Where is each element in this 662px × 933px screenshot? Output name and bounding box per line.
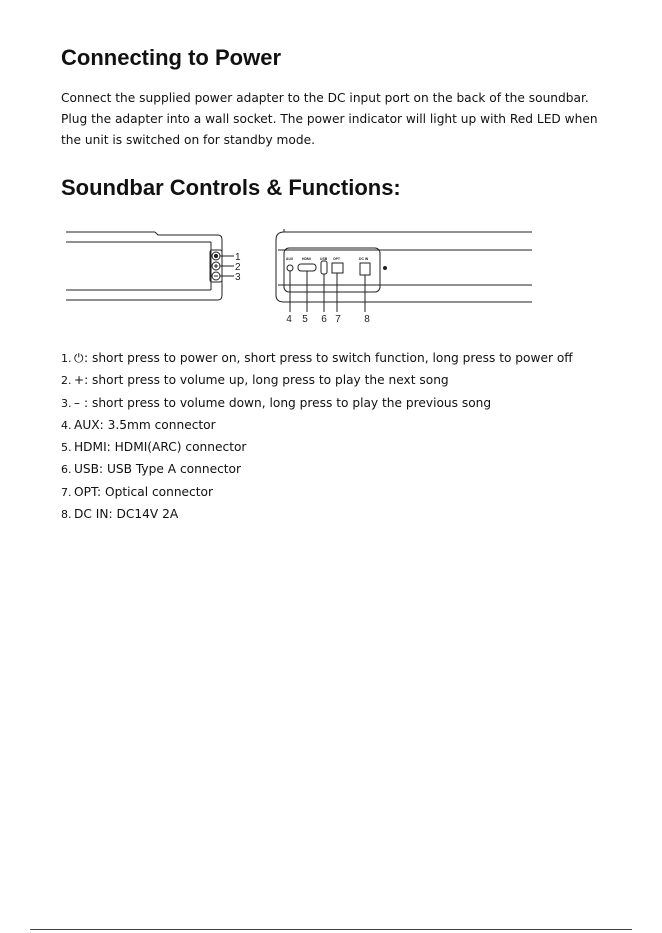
item-number: 4. (61, 418, 72, 432)
callout-4: 4 (286, 314, 292, 325)
list-item (61, 392, 621, 414)
soundbar-rear-view (276, 229, 532, 302)
section-title-controls: Soundbar Controls & Functions: (61, 175, 401, 200)
item-text: : short press to power on, short press to switch function, long press to power off (84, 351, 573, 365)
item-number: 7. (61, 485, 72, 499)
power-instructions (61, 88, 601, 151)
item-text: DC IN: DC14V 2A (74, 507, 179, 522)
item-number: 5. (61, 441, 72, 455)
item-text: : short press to volume down, long press to play the previous song (84, 395, 492, 410)
usb-port-icon (321, 261, 327, 274)
item-text: : short press to volume up, long press to play the next song (84, 373, 449, 388)
callout-3: 3 (235, 272, 241, 283)
indicator-led-icon (384, 267, 387, 270)
rear-ports (287, 261, 387, 275)
callout-1: 1 (235, 252, 241, 263)
port-label-dc-in: DC IN (359, 257, 369, 261)
port-label-hdmi: HDMI (302, 257, 311, 261)
item-number: 6. (61, 463, 72, 477)
port-label-aux: AUX (286, 257, 294, 261)
item-text: USB: USB Type A connector (74, 462, 242, 477)
item-number: 2. (61, 374, 72, 388)
item-number: 3. (61, 396, 72, 410)
list-item (61, 458, 621, 480)
list-item (61, 481, 621, 503)
controls-list (61, 347, 621, 525)
paragraph-line: Connect the supplied power adapter to the DC input port on the back of the soundbar. (61, 91, 589, 105)
paragraph-line: the unit is switched on for standby mode. (61, 133, 315, 147)
list-item (61, 503, 621, 525)
item-text: OPT: Optical connector (74, 484, 214, 499)
callout-6: 6 (321, 314, 327, 325)
power-symbol-icon: ⏻ (74, 351, 84, 365)
plus-symbol-icon: + (74, 373, 85, 388)
dc-in-port-icon (360, 263, 370, 275)
soundbar-side-view (66, 232, 222, 300)
list-item (61, 414, 621, 436)
side-buttons (212, 252, 234, 280)
soundbar-diagram (0, 220, 662, 330)
aux-port-icon (287, 265, 293, 271)
item-number: 1. (61, 352, 72, 365)
paragraph-line: Plug the adapter into a wall socket. The power indicator will light up with Red LED when (61, 112, 598, 126)
callout-2: 2 (235, 262, 241, 273)
optical-port-icon (332, 263, 343, 273)
hdmi-port-icon (298, 264, 316, 271)
section-title-power: Connecting to Power (61, 45, 281, 70)
minus-symbol-icon: – (74, 395, 80, 410)
item-text: HDMI: HDMI(ARC) connector (74, 440, 247, 455)
callout-5: 5 (302, 314, 308, 325)
port-label-opt: OPT (333, 257, 340, 261)
item-number: 8. (61, 508, 72, 522)
callout-8: 8 (364, 314, 370, 325)
callout-7: 7 (335, 314, 341, 325)
item-text: AUX: 3.5mm connector (74, 417, 216, 432)
list-item (61, 369, 621, 391)
page-bottom-rule (30, 929, 632, 930)
list-item (61, 347, 621, 369)
list-item (61, 436, 621, 458)
port-label-usb: USB (320, 257, 328, 261)
